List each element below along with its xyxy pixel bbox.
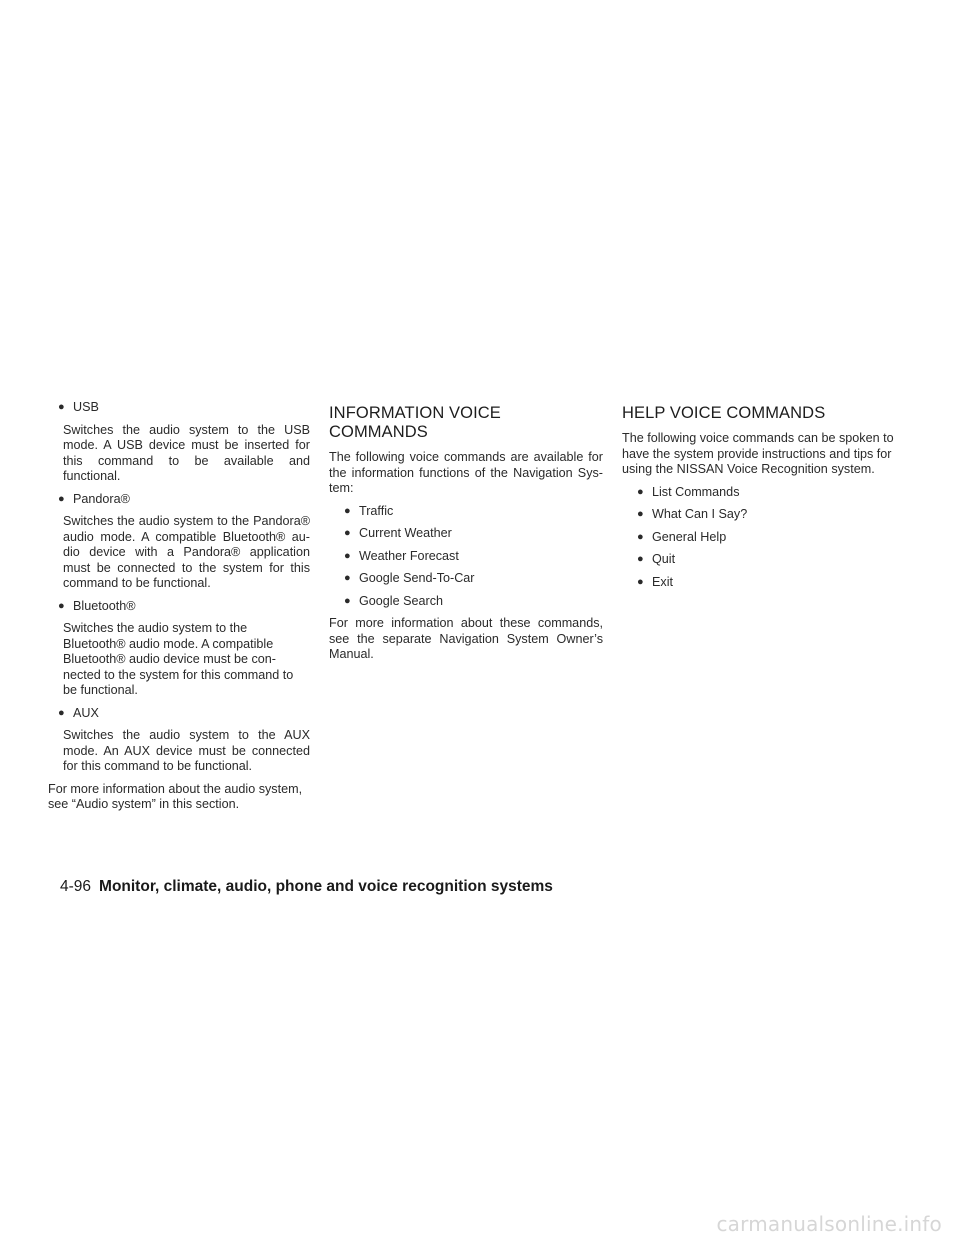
item-label: Exit — [652, 574, 673, 589]
watermark: carmanualsonline.info — [716, 1212, 942, 1236]
intro-paragraph: The following voice commands can be spoken to have the system provide instructions and tips for using the NISSAN Voice Recognition system. — [622, 431, 894, 476]
item-label: AUX — [73, 705, 99, 720]
item-label: Bluetooth® — [73, 598, 136, 613]
item-description: Switches the audio system to the USB mode. A USB device must be inserted for this command to be available and functional. — [63, 422, 310, 483]
list-item — [344, 571, 603, 587]
section-heading: HELP VOICE COMMANDS — [622, 404, 826, 422]
section-heading: INFORMATION VOICE COMMANDS — [329, 404, 501, 441]
list-item — [344, 526, 603, 542]
bullet-icon: ● — [637, 485, 644, 498]
bullet-icon: ● — [344, 527, 351, 539]
bullet-icon: ● — [344, 594, 351, 607]
item-label: USB — [73, 400, 99, 414]
list-item — [637, 507, 896, 523]
item-label: Google Search — [359, 593, 444, 608]
item-label: Quit — [652, 552, 676, 566]
list-item — [48, 400, 310, 485]
audio-commands-column — [48, 400, 310, 820]
page-number: 4-96 — [60, 878, 92, 895]
bullet-icon: ● — [344, 504, 351, 517]
intro-paragraph: The following voice commands are available for the information functions of the Navigation Sys- tem: — [329, 450, 603, 495]
list-item — [637, 530, 896, 546]
list-item — [344, 504, 603, 520]
bullet-icon: ● — [58, 599, 65, 612]
bullet-icon: ● — [58, 706, 65, 719]
list-item — [48, 706, 310, 775]
help-commands-column — [622, 400, 896, 597]
item-label: Traffic — [359, 503, 394, 518]
cross-reference-paragraph: For more information about the audio system, see “Audio system” in this section. — [48, 781, 303, 811]
list-item — [48, 492, 310, 592]
item-label: List Commands — [652, 484, 740, 499]
list-item — [344, 594, 603, 610]
bullet-icon: ● — [637, 508, 644, 520]
page-footer — [60, 877, 553, 897]
command-list — [344, 504, 603, 610]
list-item — [637, 552, 896, 568]
bullet-icon: ● — [344, 572, 351, 584]
bullet-icon: ● — [637, 530, 644, 543]
item-label: Weather Forecast — [359, 548, 459, 563]
bullet-icon: ● — [344, 549, 351, 562]
item-description: Switches the audio system to the Pandora® audio mode. A compatible Bluetooth® au- dio device with a Pandora® application must be connected to the system for this command to be functional. — [63, 514, 310, 590]
bullet-icon: ● — [637, 553, 644, 565]
bullet-icon: ● — [58, 401, 65, 413]
item-label: Current Weather — [359, 526, 452, 540]
list-item — [637, 485, 896, 501]
item-description: Switches the audio system to the Bluetooth® audio mode. A compatible Bluetooth® audio device must be con- nected to the system for this command to be functional. — [63, 621, 294, 697]
section-title: Monitor, climate, audio, phone and voice recognition systems — [99, 878, 553, 895]
item-label: Pandora® — [73, 491, 130, 506]
list-item — [344, 549, 603, 565]
item-description: Switches the audio system to the AUX mode. An AUX device must be connected for this command to be functional. — [63, 728, 310, 773]
bullet-icon: ● — [58, 492, 65, 505]
list-item — [48, 599, 310, 699]
item-label: Google Send-To-Car — [359, 571, 475, 585]
information-commands-column — [329, 400, 603, 670]
list-item — [637, 575, 896, 591]
command-list — [637, 485, 896, 591]
item-label: General Help — [652, 529, 727, 544]
bullet-icon: ● — [637, 575, 644, 588]
item-label: What Can I Say? — [652, 507, 748, 521]
outro-paragraph: For more information about these commands, see the separate Navigation System Owner’s Manual. — [329, 616, 603, 661]
